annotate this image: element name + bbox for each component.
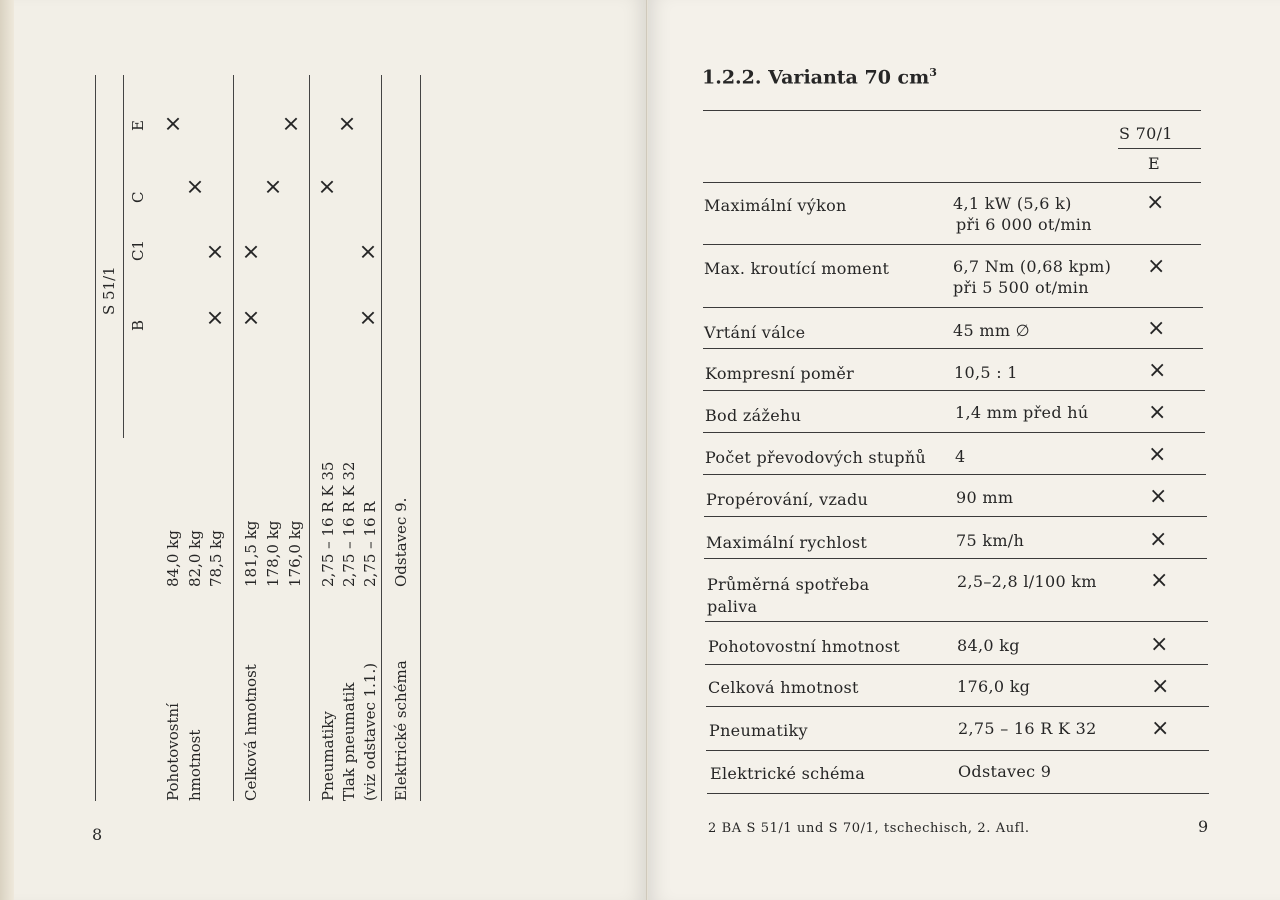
row2-value-c: 176,0 kg [286,520,304,587]
spec-label: Kompresní poměr [705,364,855,383]
table-bottom-rule [707,793,1209,794]
row1-label-a: Pohotovostní [164,703,182,801]
check-mark: × [1147,316,1166,341]
check-mark: × [203,242,228,261]
spec-value: 6,7 Nm (0,68 kpm) [953,257,1112,276]
row-rule [381,75,382,801]
spec-label: Pohotovostní hmotnost [708,637,900,656]
check-mark: × [1148,442,1167,467]
row4-label: Elektrické schéma [392,660,410,801]
left-model-header: S 51/1 [100,266,118,315]
spec-value: 4,1 kW (5,6 k) [953,194,1072,213]
row3-value-c: 2,75 – 16 R [361,501,379,587]
spec-label: Propérování, vzadu [706,490,869,509]
spec-label: Max. kroutící moment [704,259,890,278]
spec-label: Vrtání válce [704,323,806,342]
row-rule [233,75,234,801]
header-rule [123,75,124,438]
check-mark: × [1148,358,1167,383]
row-rule [703,307,1203,308]
spec-value: 84,0 kg [957,636,1020,655]
row-rule [703,348,1203,349]
spec-value-line2: při 6 000 ot/min [956,215,1092,234]
row1-value-b: 82,0 kg [186,530,204,587]
row-rule [703,244,1201,245]
table-top-rule [703,110,1201,111]
row-rule [704,516,1207,517]
header-bottom-rule [703,182,1201,183]
section-heading: 1.2.2. Varianta 70 $cm^3$ [702,66,937,89]
check-mark: × [1149,484,1168,509]
row3-value-a: 2,75 – 16 R K 35 [319,461,337,587]
spec-value: Odstavec 9 [958,762,1052,781]
spec-label: Pneumatiky [709,721,808,740]
check-mark: × [335,114,360,133]
check-mark: × [239,242,264,261]
check-mark: × [261,177,286,196]
row-rule [309,75,310,801]
row3-label-b: Tlak pneumatik [340,682,358,801]
check-mark: × [239,308,264,327]
row3-value-b: 2,75 – 16 R K 32 [340,461,358,587]
spec-value: 90 mm [956,488,1014,507]
variant-b: B [129,319,147,331]
row-rule [703,432,1205,433]
check-mark: × [356,242,381,261]
spec-value: 176,0 kg [957,677,1031,696]
check-mark: × [203,308,228,327]
variant-c: C [129,191,147,203]
row-rule [706,706,1209,707]
page-number-right: 9 [1198,817,1209,836]
page-number-left: 8 [92,825,103,844]
row2-value-b: 178,0 kg [264,520,282,587]
row2-value-a: 181,5 kg [242,520,260,587]
check-mark: × [1150,632,1169,657]
spec-value: 2,75 – 16 R K 32 [958,719,1097,738]
spec-label: Maximální výkon [704,196,847,215]
spec-value: 10,5 : 1 [954,363,1018,382]
book-edge [0,0,14,900]
check-mark: × [1147,254,1166,279]
row-rule [703,474,1206,475]
variant-c1: C1 [129,239,147,261]
spec-value: 75 km/h [956,531,1025,550]
check-mark: × [1150,568,1169,593]
row-rule [704,558,1207,559]
check-mark: × [183,177,208,196]
row-rule [706,750,1209,751]
row1-label-b: hmotnost [186,729,204,801]
column-model: S 70/1 [1119,124,1173,143]
column-variant: E [1148,154,1160,173]
spec-label: Bod zážehu [705,406,802,425]
check-mark: × [1151,716,1170,741]
check-mark: × [161,114,186,133]
spec-label: Elektrické schéma [710,764,866,783]
check-mark: × [356,308,381,327]
spec-value: 45 mm ∅ [953,321,1030,340]
spec-value-line2: při 5 500 ot/min [953,278,1089,297]
spec-label: Celková hmotnost [708,678,859,697]
spec-label: Počet převodových stupňů [705,448,927,467]
footer-note: 2 BA S 51/1 und S 70/1, tschechisch, 2. Aufl. [708,821,1030,836]
row3-label-a: Pneumatiky [319,711,337,801]
spec-value: 2,5–2,8 l/100 km [957,572,1097,591]
rotated-spec-table [95,75,420,801]
check-mark: × [315,177,340,196]
check-mark: × [1146,190,1165,215]
check-mark: × [1151,674,1170,699]
header-rule [1118,148,1201,149]
check-mark: × [279,114,304,133]
spec-label: Maximální rychlost [706,533,868,552]
row-rule [703,390,1205,391]
check-mark: × [1148,400,1167,425]
spec-label-line2: paliva [707,597,758,616]
row1-value-c: 78,5 kg [207,530,225,587]
spec-label: Průměrná spotřeba [707,575,870,594]
spec-value: 4 [955,447,966,466]
row4-value: Odstavec 9. [392,497,410,587]
check-mark: × [1149,527,1168,552]
variant-e: E [129,120,147,131]
spec-value: 1,4 mm před hú [955,403,1089,422]
row-rule [705,621,1208,622]
row-rule [705,664,1208,665]
table-top-rule [95,75,96,801]
table-bottom-rule [420,75,421,801]
row3-label-c: (viz odstavec 1.1.) [361,662,379,801]
row2-label: Celková hmotnost [242,664,260,801]
row1-value-a: 84,0 kg [164,530,182,587]
